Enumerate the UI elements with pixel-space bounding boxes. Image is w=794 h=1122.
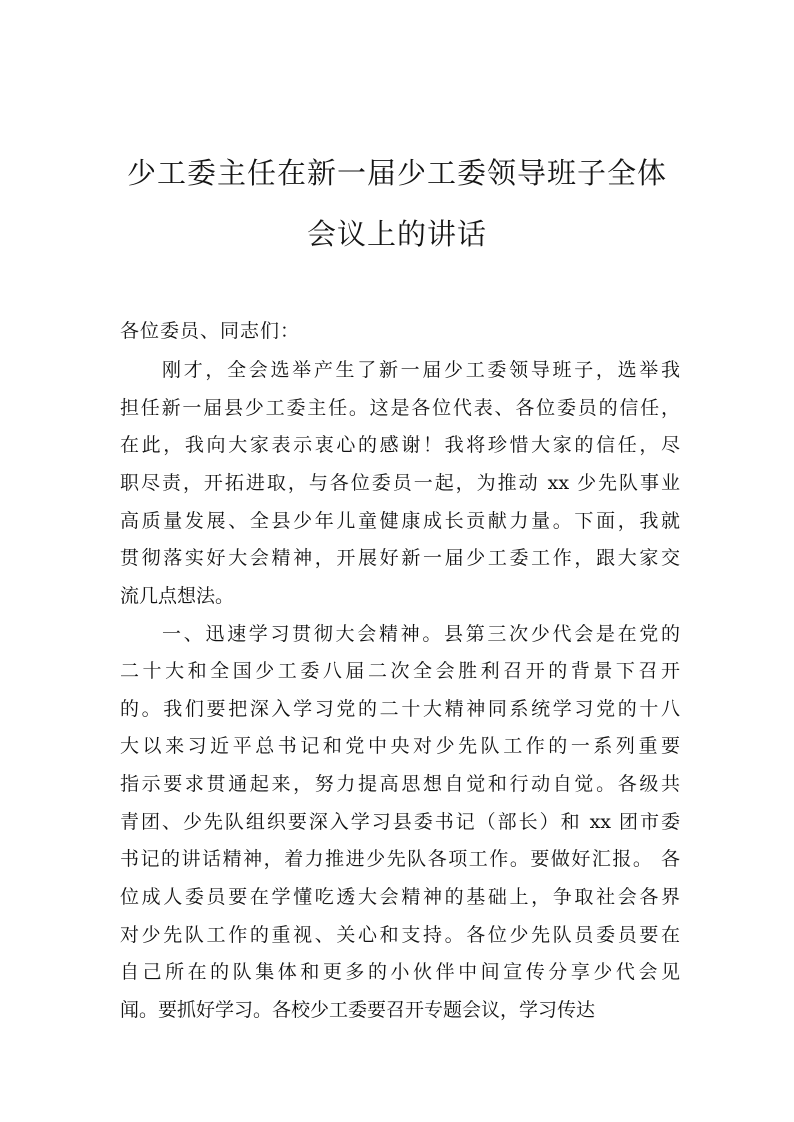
paragraph-2-line: 青团、少先队组织要深入学习县委书记（部长）和 xx 团市委 bbox=[120, 811, 680, 833]
paragraph-2-line: 位成人委员要在学懂吃透大会精神的基础上，争取社会各界 bbox=[120, 886, 680, 908]
paragraph-2-line: 二十大和全国少工委八届二次全会胜利召开的背景下召开 bbox=[120, 660, 680, 682]
paragraph-2-line: 一、迅速学习贯彻大会精神。县第三次少代会是在党的 bbox=[162, 623, 680, 645]
paragraph-1-line: 在此，我向大家表示衷心的感谢！我将珍惜大家的信任，尽 bbox=[120, 434, 680, 456]
document-title-line-2: 会议上的讲话 bbox=[306, 217, 487, 251]
document-title-line-1: 少工委主任在新一届少工委领导班子全体 bbox=[126, 156, 667, 190]
paragraph-1-line: 高质量发展、全县少年儿童健康成长贡献力量。下面，我就 bbox=[120, 510, 680, 532]
paragraph-2-line: 自己所在的队集体和更多的小伙伴中间宣传分享少代会见 bbox=[120, 961, 680, 983]
paragraph-1-line: 贯彻落实好大会精神，开展好新一届少工委工作，跟大家交 bbox=[120, 547, 680, 569]
paragraph-1-line: 刚才，全会选举产生了新一届少工委领导班子，选举我 bbox=[162, 359, 680, 381]
greeting: 各位委员、同志们： bbox=[120, 320, 301, 342]
paragraph-1-line: 职尽责，开拓进取，与各位委员一起，为推动 xx 少先队事业 bbox=[120, 472, 680, 494]
paragraph-2-line: 大以来习近平总书记和党中央对少先队工作的一系列重要 bbox=[120, 735, 680, 757]
paragraph-2-line: 书记的讲话精神，着力推进少先队各项工作。要做好汇报。 各 bbox=[120, 848, 680, 870]
paragraph-2-line: 的。我们要把深入学习党的二十大精神同系统学习党的十八 bbox=[120, 698, 680, 720]
paragraph-1-line: 流几点想法。 bbox=[120, 585, 235, 607]
paragraph-2-line: 指示要求贯通起来，努力提高思想自觉和行动自觉。各级共 bbox=[120, 773, 680, 795]
paragraph-2-line: 闻。要抓好学习。各校少工委要召开专题会议，学习传达 bbox=[120, 999, 596, 1021]
paragraph-1-line: 担任新一届县少工委主任。这是各位代表、各位委员的信任， bbox=[120, 397, 680, 419]
paragraph-2-line: 对少先队工作的重视、关心和支持。各位少先队员委员要在 bbox=[120, 924, 680, 946]
